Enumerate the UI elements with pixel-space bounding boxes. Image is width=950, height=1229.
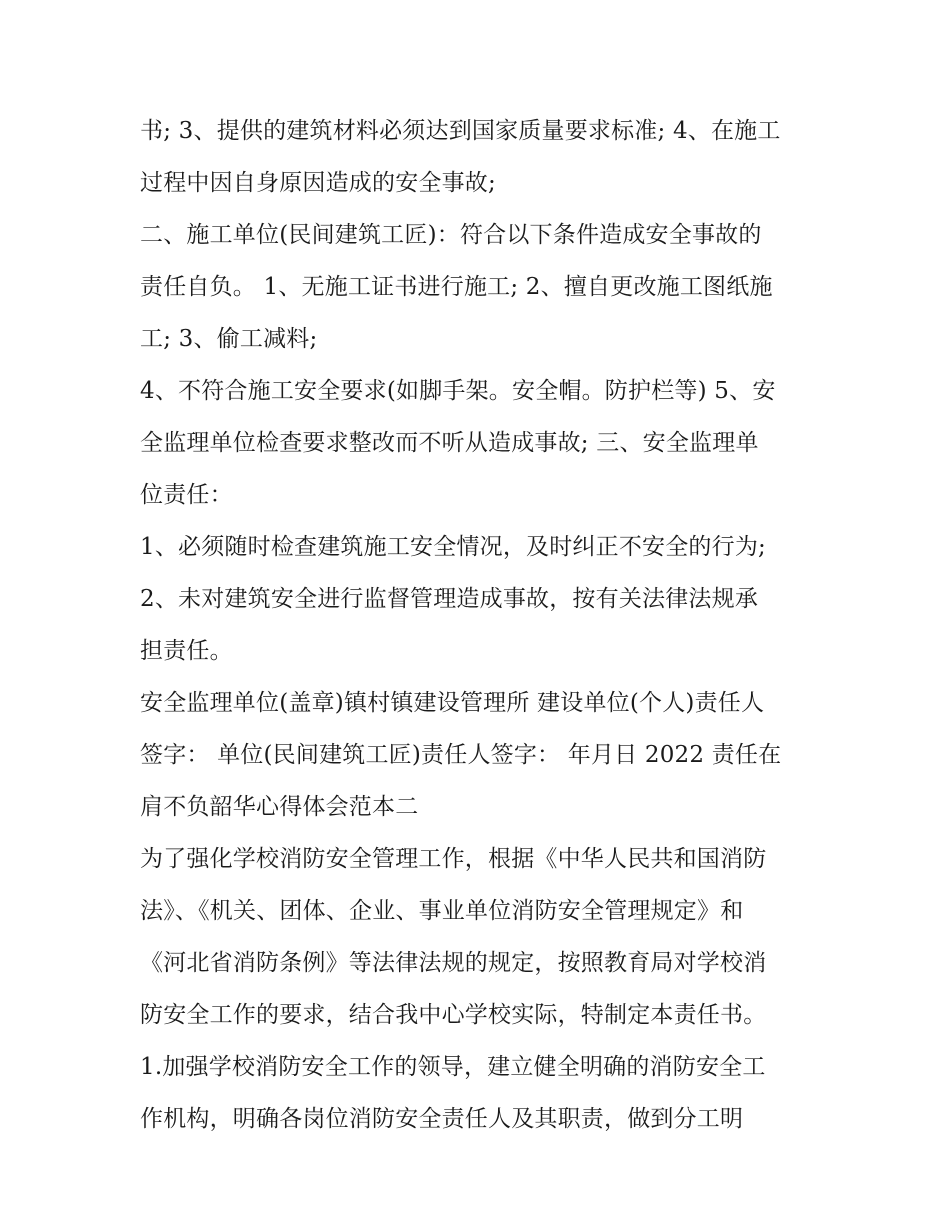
text-line: 2、未对建筑安全进行监督管理造成事故，按有关法律法规承 xyxy=(140,586,759,612)
text-line: 责任自负。 1、无施工证书进行施工; 2、擅自更改施工图纸施 xyxy=(140,274,773,300)
text-line: 4、不符合施工安全要求(如脚手架。安全帽。防护栏等) 5、安 xyxy=(140,378,776,404)
text-line: 作机构，明确各岗位消防安全责任人及其职责，做到分工明 xyxy=(140,1106,744,1132)
text-line: 1、必须随时检查建筑施工安全情况，及时纠正不安全的行为; xyxy=(140,534,766,560)
text-line: 工; 3、偷工减料; xyxy=(140,326,318,352)
text-line: 二、施工单位(民间建筑工匠)：符合以下条件造成安全事故的 xyxy=(140,222,762,248)
text-line: 过程中因自身原因造成的安全事故; xyxy=(140,170,496,196)
text-line: 签字： 单位(民间建筑工匠)责任人签字： 年月日 2022 责任在 xyxy=(140,742,782,768)
document-body xyxy=(140,105,820,1145)
text-line: 全监理单位检查要求整改而不听从造成事故; 三、安全监理单 xyxy=(140,430,759,456)
text-line: 肩不负韶华心得体会范本二 xyxy=(140,794,419,820)
text-line: 书; 3、提供的建筑材料必须达到国家质量要求标准; 4、在施工 xyxy=(140,118,781,144)
text-line: 担责任。 xyxy=(140,638,233,664)
text-line: 位责任： xyxy=(140,482,233,508)
text-line: 法》、《机关、团体、企业、事业单位消防安全管理规定》和 xyxy=(140,898,744,924)
text-line: 《河北省消防条例》等法律法规的规定，按照教育局对学校消 xyxy=(140,950,767,976)
text-line: 防安全工作的要求，结合我中心学校实际，特制定本责任书。 xyxy=(140,1002,767,1028)
text-line: 为了强化学校消防安全管理工作，根据《中华人民共和国消防 xyxy=(140,846,767,872)
text-line: 安全监理单位(盖章)镇村镇建设管理所 建设单位(个人)责任人 xyxy=(140,690,765,716)
text-line: 1.加强学校消防安全工作的领导，建立健全明确的消防安全工 xyxy=(140,1054,766,1080)
